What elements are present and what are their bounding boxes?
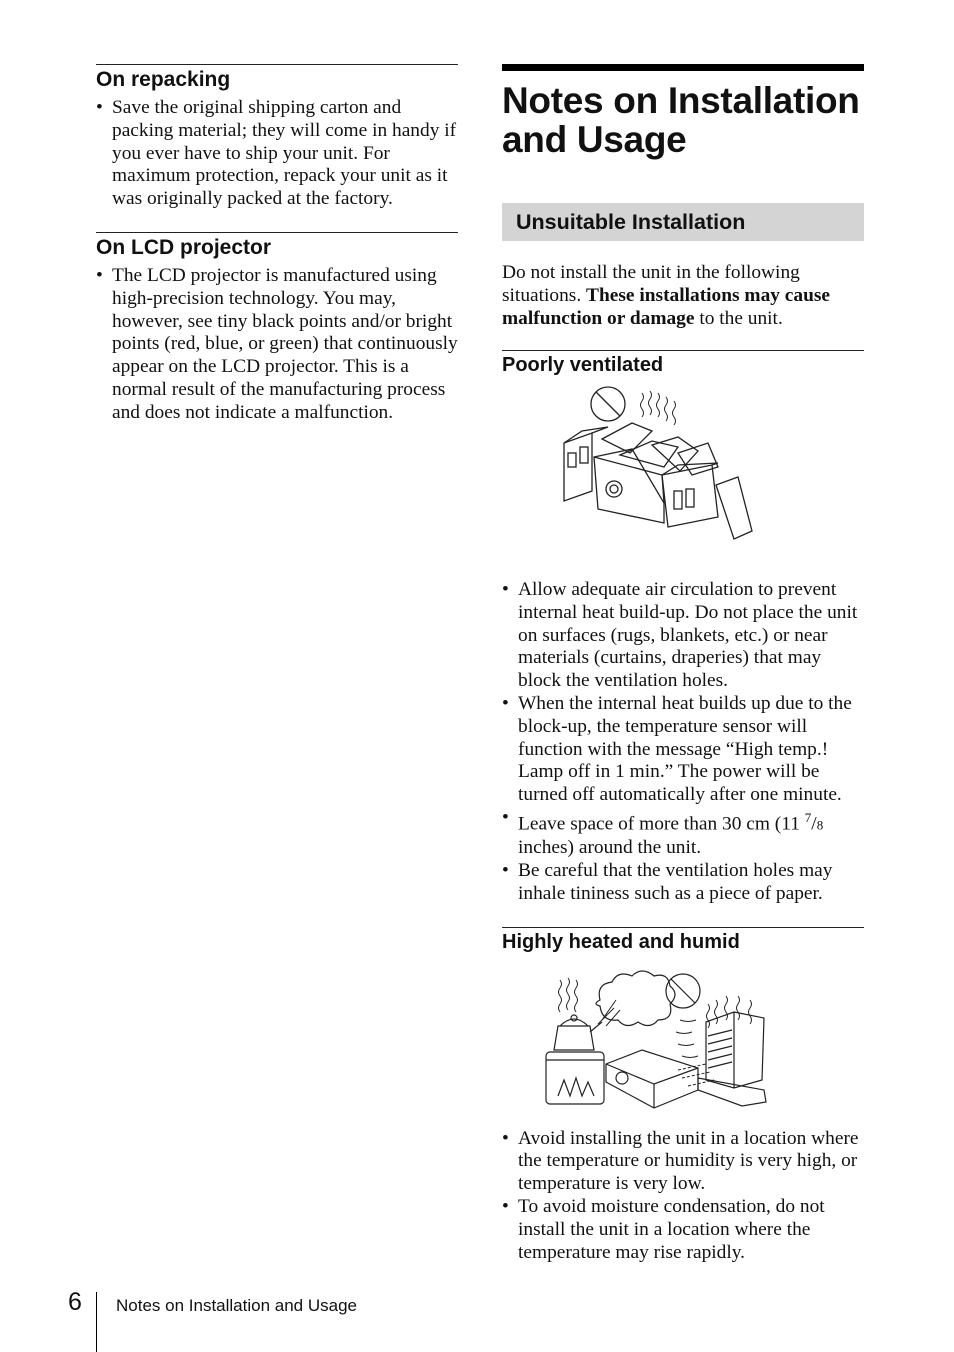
kettle-icon	[554, 1015, 602, 1050]
intro-paragraph	[502, 261, 864, 330]
page-title-line1: Notes on Installation	[502, 80, 860, 121]
intro-bold-text: These installations may cause malfunction or damage	[502, 285, 831, 329]
lcd-list	[96, 265, 458, 425]
repacking-heading: On repacking	[96, 64, 458, 93]
list-item: • To avoid moisture condensation, do not install the unit in a location where the temperature may rise rapidly.	[502, 1196, 864, 1264]
right-column	[502, 64, 864, 1264]
heated-humid-illustration	[502, 960, 864, 1118]
ventilation-list	[502, 579, 864, 906]
ventilation-illustration	[502, 383, 864, 565]
list-item: • The LCD projector is manufactured using high-precision technology. You may, however, see tiny black points and/or bright points (red, blue, or green) that continuously appear on the LCD projector. This is a normal result of the manufacturing process and does not indicate a malfunction.	[96, 265, 458, 425]
stove-icon	[546, 1052, 604, 1104]
poorly-ventilated-heading: Poorly ventilated	[502, 350, 864, 377]
lcd-heading: On LCD projector	[96, 232, 458, 261]
repacking-section	[96, 64, 458, 211]
running-title: Notes on Installation and Usage	[116, 1296, 357, 1315]
intro-text: Do not install the unit in the following situations.	[502, 262, 800, 306]
list-item: • Be careful that the ventilation holes may inhale tininess such as a piece of paper.	[502, 860, 864, 906]
subsection-heading: Unsuitable Installation	[502, 203, 864, 241]
title-rule	[502, 64, 864, 71]
poorly-ventilated-section	[502, 350, 864, 906]
lcd-section	[96, 232, 458, 425]
page-title-line2: and Usage	[502, 119, 687, 160]
page-number: 6	[68, 1288, 82, 1316]
left-column	[96, 64, 458, 425]
page-title	[502, 81, 864, 159]
list-item: • Leave space of more than 30 cm (11 $^7$/8 inches) around the unit.	[502, 807, 864, 860]
heat-waves-icon	[641, 391, 676, 425]
list-item: • Allow adequate air circulation to prevent internal heat build-up. Do not place the unit on surfaces (rugs, blankets, etc.) or near materials (curtains, draperies) that may block the ventilation holes.	[502, 579, 864, 693]
heated-humid-list	[502, 1128, 864, 1265]
list-item: • Save the original shipping carton and packing material; they will come in handy if you ever have to ship your unit. For maximum protection, repack your unit as it was originally packed at the factory.	[96, 97, 458, 211]
projector-icon	[606, 1050, 698, 1108]
steam-icon	[559, 978, 621, 1026]
repacking-list	[96, 97, 458, 211]
list-item: • Avoid installing the unit in a location where the temperature or humidity is very high, or temperature is very low.	[502, 1128, 864, 1196]
intro-text-end: to the unit.	[694, 308, 783, 329]
footer-rule	[96, 1292, 97, 1352]
cloud-icon	[596, 971, 675, 1026]
heated-humid-heading: Highly heated and humid	[502, 927, 864, 954]
heater-icon	[698, 1012, 766, 1106]
prohibited-icon	[591, 387, 625, 421]
heat-waves-icon	[676, 996, 752, 1058]
heated-humid-section	[502, 927, 864, 1265]
list-item: • When the internal heat builds up due to the block-up, the temperature sensor will function with the message “High temp.! Lamp off in 1 min.” The power will be turned off automatically after one minute.	[502, 693, 864, 807]
